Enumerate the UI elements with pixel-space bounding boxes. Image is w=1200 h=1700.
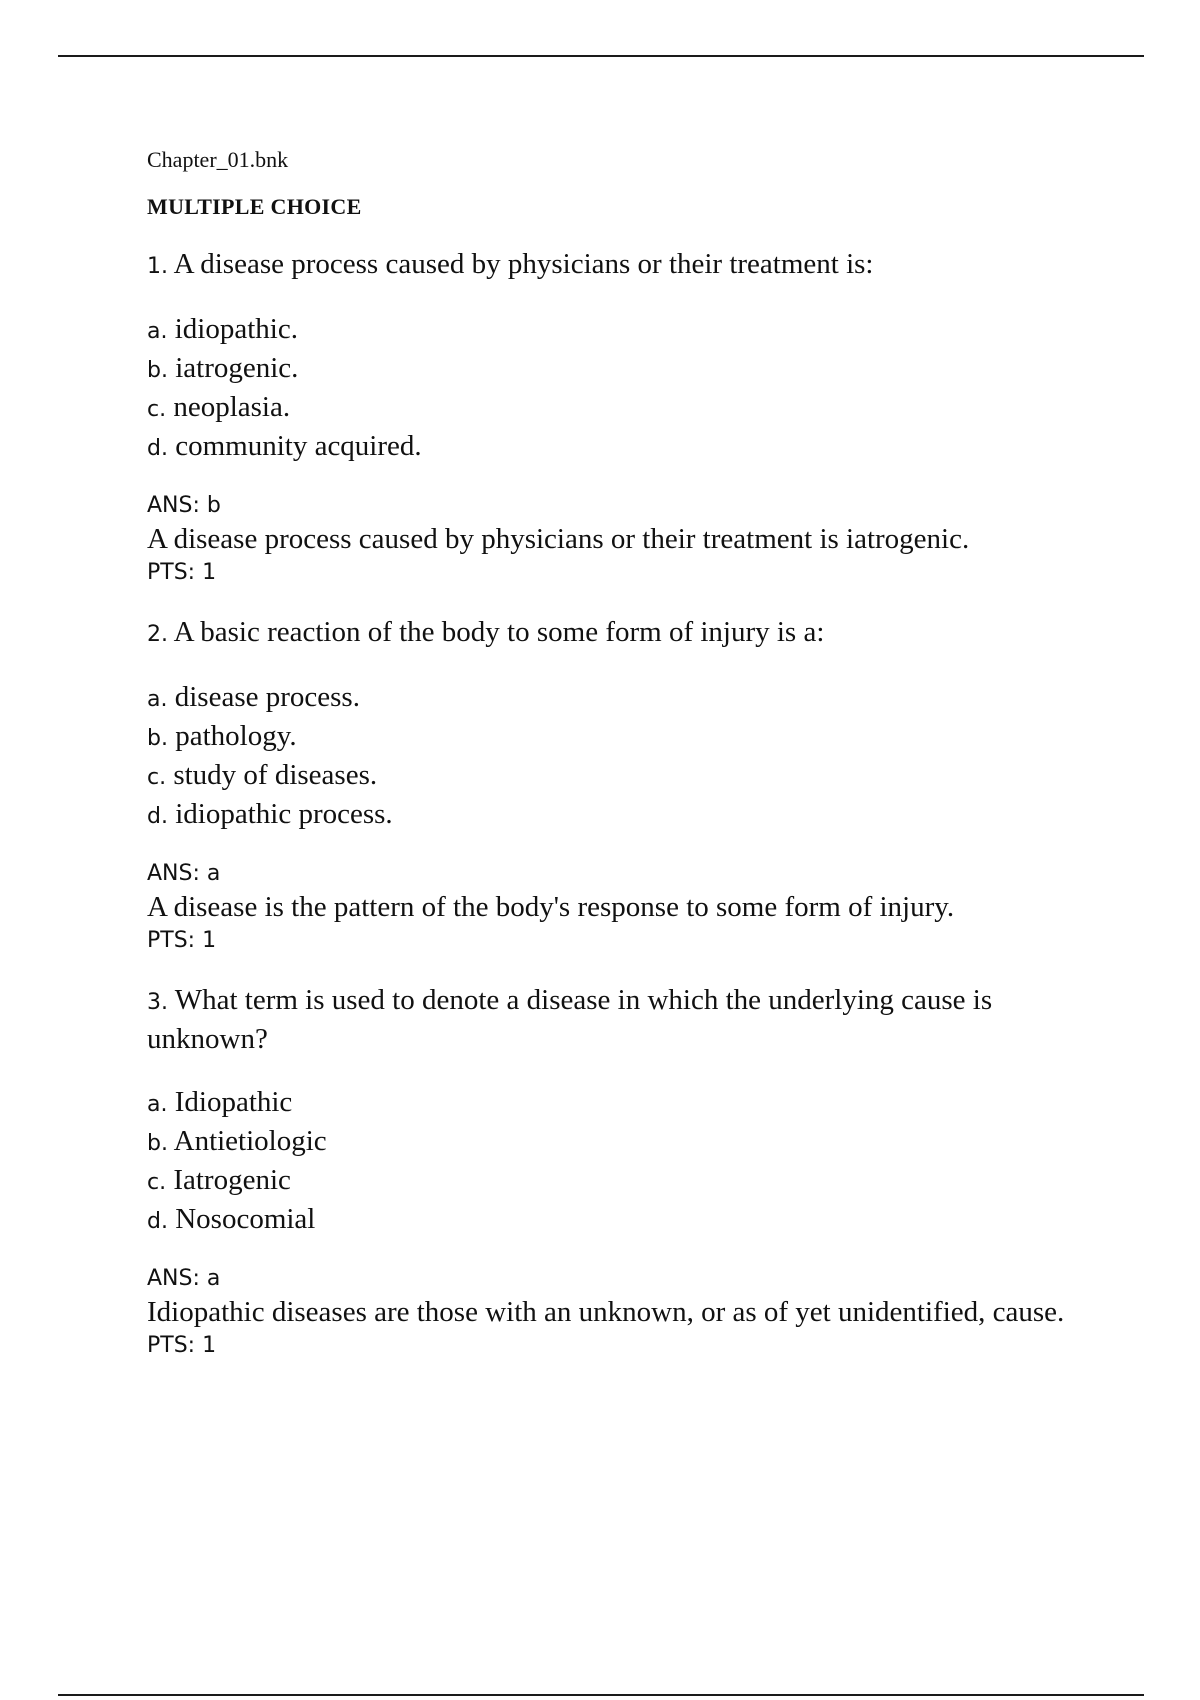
page-top-rule: [58, 55, 1144, 57]
choice-letter: a.: [147, 319, 168, 344]
choice-text: Iatrogenic: [173, 1164, 291, 1196]
choice-letter: b.: [147, 1131, 168, 1156]
choice-c: [147, 389, 1107, 428]
answer-rationale: A disease process caused by physicians or their treatment is iatrogenic.: [147, 523, 970, 555]
choice-b: [147, 350, 1107, 389]
question-3: [147, 982, 1107, 1361]
answer-key: ANS: a: [147, 1266, 221, 1291]
choice-letter: d.: [147, 1209, 168, 1234]
choice-c: [147, 1162, 1107, 1201]
section-title: MULTIPLE CHOICE: [147, 194, 362, 219]
question-text: What term is used to denote a disease in which the underlying cause is unknown?: [147, 984, 993, 1055]
question-stem: [147, 982, 1107, 1058]
document-filename: Chapter_01.bnk: [147, 147, 289, 172]
question-stem: [147, 246, 1107, 285]
answer-key: ANS: b: [147, 493, 221, 518]
question-1: [147, 246, 1107, 588]
answer-block: [147, 1264, 1107, 1361]
choice-a: [147, 679, 1107, 718]
choice-letter: c.: [147, 397, 167, 422]
choice-text: disease process.: [174, 681, 360, 713]
points-value: PTS: 1: [147, 560, 217, 585]
answer-rationale: Idiopathic diseases are those with an unknown, or as of yet unidentified, cause.: [147, 1296, 1065, 1328]
question-text: A basic reaction of the body to some form of injury is a:: [173, 616, 825, 648]
question-2: [147, 614, 1107, 956]
answer-choices: [147, 1084, 1107, 1240]
choice-d: [147, 796, 1107, 835]
page-bottom-rule: [58, 1694, 1144, 1696]
choice-text: study of diseases.: [173, 759, 378, 791]
question-number: 3.: [147, 990, 168, 1015]
choice-letter: c.: [147, 1170, 167, 1195]
choice-text: pathology.: [175, 720, 297, 752]
choice-text: Antietiologic: [173, 1125, 327, 1157]
choice-letter: a.: [147, 1092, 168, 1117]
answer-block: [147, 491, 1107, 588]
choice-letter: d.: [147, 804, 168, 829]
question-stem: [147, 614, 1107, 653]
choice-letter: d.: [147, 436, 168, 461]
choice-letter: c.: [147, 765, 167, 790]
answer-rationale: A disease is the pattern of the body's response to some form of injury.: [147, 891, 955, 923]
answer-key: ANS: a: [147, 861, 221, 886]
choice-text: idiopathic.: [174, 313, 298, 345]
choice-letter: a.: [147, 687, 168, 712]
question-number: 2.: [147, 622, 168, 647]
choice-d: [147, 1201, 1107, 1240]
choice-d: [147, 428, 1107, 467]
question-bank-page: [147, 140, 1107, 1361]
answer-block: [147, 859, 1107, 956]
points-value: PTS: 1: [147, 928, 217, 953]
question-text: A disease process caused by physicians or their treatment is:: [173, 248, 874, 280]
choice-text: iatrogenic.: [175, 352, 299, 384]
choice-letter: b.: [147, 358, 168, 383]
choice-text: Nosocomial: [175, 1203, 316, 1235]
choice-c: [147, 757, 1107, 796]
choice-text: community acquired.: [175, 430, 422, 462]
choice-b: [147, 718, 1107, 757]
choice-a: [147, 311, 1107, 350]
choice-text: neoplasia.: [173, 391, 291, 423]
choice-letter: b.: [147, 726, 168, 751]
choice-text: Idiopathic: [174, 1086, 293, 1118]
question-number: 1.: [147, 254, 168, 279]
answer-choices: [147, 311, 1107, 467]
answer-choices: [147, 679, 1107, 835]
choice-text: idiopathic process.: [175, 798, 393, 830]
choice-a: [147, 1084, 1107, 1123]
points-value: PTS: 1: [147, 1333, 217, 1358]
choice-b: [147, 1123, 1107, 1162]
